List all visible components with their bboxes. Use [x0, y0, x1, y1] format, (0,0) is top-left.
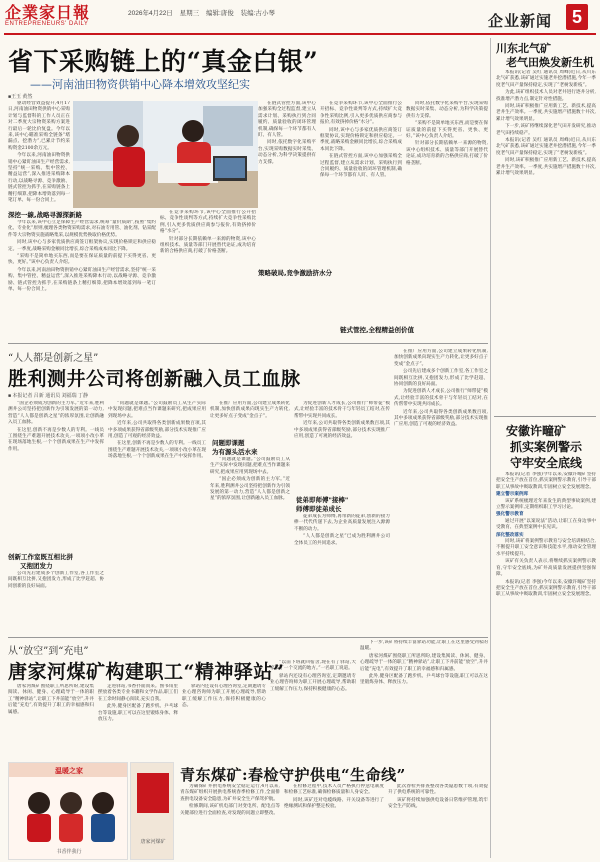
- sidebar-title2-line1: 安徽许疃矿: [506, 424, 567, 438]
- article2-subhead4a: 徒弟即师傅"接棒": [296, 496, 349, 504]
- article2-subhead4b: 师傅即徒弟成长: [296, 505, 342, 513]
- article1-photo: [73, 101, 258, 208]
- design-credit: 装编:古小琴: [240, 10, 275, 17]
- article1-subtitle: ——河南油田物资供销中心降本增效攻坚纪实: [30, 78, 250, 91]
- dateline: [128, 8, 280, 17]
- article2-subhead2: 问题即课题: [212, 439, 245, 447]
- article3-title: 唐家河煤矿构建职工“精神驿站”: [8, 661, 285, 683]
- article3-body-col3: 驿站内还设有心理咨询室,定期邀请专业心理咨询师为职工开展心理疏导,帮助职工缓解工作压力,保持积极健康的心态。: [182, 684, 266, 709]
- office-workers-image: [73, 101, 258, 208]
- article1-title: 省下采购链上的“真金白银”: [8, 47, 319, 76]
- sidebar-divider-h: [494, 416, 596, 417]
- article2-body-col1b: 公司先后建成多个创新工作室,各工作室之间既相互比拼,又抱团发力,形成了比学赶超、协同创新的良好局面。: [8, 571, 104, 589]
- issue-date: 2026年4月22日: [128, 10, 173, 17]
- article3-body-col5: 下一步,该矿将持续丰富驿站功能,让职工在这里感受到家的温暖。 唐家河煤矿围绕职工所思所盼,建设集阅读、休闲、健身、心理疏导于一体的职工“精神驿站”,让职工下井前能“放空”,升井后能“充电”,有效提升了职工的幸福感和归属感。 此外,健身区配备了跑步机、乒乓球台等设施,职工可以在这里锻炼身体、释放压力。: [360, 640, 488, 686]
- section-name: 企业新闻: [488, 12, 553, 30]
- poster-caption: 书香伴我行: [56, 849, 82, 855]
- article3-kicker: 从“放空”到“充电”: [8, 646, 89, 657]
- article1-body-col6: 同时,依托数字化采购平台,实现采购数据实时采集、动态分析,为科学决策提供有力支撑。 “采购不是简单地买东西,而是要在保证质量的前提下买得更省、更快、更好。”该中心负责人介绍。 针对部分长期依赖单一来源的物资,该中心组织技术、质量等部门开展替代论证,成功培育新的合格供应商,打破了价格垄断。: [406, 101, 488, 166]
- article2-body-col1: “国企必须成为创新的主力军。”近年来,胜利测井公司坚持把创新作为引领发展的第一动力,营造“人人都是创新之星”的浓厚氛围,让创新融入员工血脉。 在这里,创新不再是少数人的专利。一线员工围绕生产难题开展技术攻关,一项项小改小革在现场落地生根,一个个创新成果在生产中发挥作用。: [8, 401, 104, 452]
- article1-subhead3: 链式管控,全程精益创价值: [340, 326, 414, 334]
- article1-byline: ■王玉 黄然: [8, 94, 33, 100]
- reading-poster-image: [9, 763, 128, 860]
- editor-credit: 编辑:唐俊: [205, 10, 234, 17]
- sidebar-divider: [490, 38, 491, 858]
- sidebar-sub3: 深化整改落实: [496, 532, 524, 538]
- article4-body-col1: 为确保矿井供电系统安全稳定运行,4月以来,青东煤矿组织开展供电系统春季检修工作,全面排查供电设备安全隐患,为矿井安全生产保驾护航。 检修期间,该矿机电部门对变电所、配电点等关键部位进行全面检查,对发现的问题立即整改。: [180, 784, 280, 816]
- article2-body-col3a: 在推广应用方面,公司建立成果转化机制,加快创新成果向现实生产力转化,让更多好点子变成“金点子”。: [210, 401, 290, 419]
- article2-title: 胜利测井公司将创新融入员工血脉: [8, 368, 301, 390]
- article4-body-col2: 在检修过程中,技术人员严格执行停送电制度和检修工艺标准,确保检修质量和人身安全。 同时,该矿还对电缆线路、开关设备等进行了绝缘测试和保护整定校验。: [284, 784, 384, 810]
- article3-body-col4: “以前下班就回宿舍,现在有了驿站,大家多了一个交流的地方。”一名职工说道。 驿站内还设有心理咨询室,定期邀请专业心理咨询师为职工开展心理疏导,帮助职工缓解工作压力,保持积极健康的心态。: [270, 660, 356, 692]
- mine-sign-image: [131, 763, 174, 860]
- article4-body-col3: 此次春检共排查整改各类隐患数十项,有效提升了供电系统的可靠性。 该矿将持续加强供电设备日常维护管理,筑牢安全生产防线。: [388, 784, 488, 810]
- article2-body-col2: “问题就是课题。”公司鼓励员工从生产实际中发现问题,把难点当作课题来研究,把成果应用到现场中去。 近年来,公司共取得各类创新成果数百项,其中多项成果获得省部级奖励,部分技术实现推广应用,创造了可观的经济效益。 在这里,创新不再是少数人的专利。一线员工围绕生产难题开展技术攻关,一项项小改小革在现场落地生根,一个个创新成果在生产中发挥作用。: [108, 401, 206, 460]
- article4-title: 青东煤矿:春检守护供电“生命线”: [180, 766, 406, 784]
- sidebar-body1: 本报讯(记者 吴红 通讯员 周峰)近日,从川东北气矿获悉,该矿通过实施老井挖潜措施,今年一季度老气田产量保持稳定,实现了“老树发新枝”。 为此,该矿组织技术人员对老井进行逐井分析,找准增产潜力点,制定针对性措施。 同时,该矿积极推广应用新工艺、新技术,提高老井生产效率。一季度,共实施增产措施数十井次,累计增气效果明显。 下一步,该矿将继续深化老气田开发研究,推动老气田持续稳产。 本报讯(记者 吴红 通讯员 周峰)近日,从川东北气矿获悉,该矿通过实施老井挖潜措施,今年一季度老气田产量保持稳定,实现了“老树发新枝”。 同时,该矿积极推广应用新工艺、新技术,提高老井生产效率。一季度,共实施增产措施数十井次,累计增气效果明显。: [496, 70, 596, 177]
- issue-weekday: 星期三: [179, 10, 200, 17]
- logo-english: ENTREPRENEURS' DAILY: [5, 21, 89, 27]
- article1-body-col3: 在竞争采购环节,该中心全面推行公开招标、竞争性谈判等方式,持续扩大竞争性采购比例,引入更多优质供应商参与报价,有效挤掉价格“水分”。 针对部分长期依赖单一来源的物资,该中心组织技术、质量等部门开展替代论证,成功培育新的合格供应商,打破了价格垄断。: [160, 210, 256, 255]
- article2-subhead1-b: 又抱团发力: [20, 562, 53, 570]
- sidebar-title1-line1: 川东北气矿: [496, 42, 551, 55]
- article2-body-col4b: 徒弟成长为师傅,再带新的徒弟,创新的接力棒一代代传递下去,为企业高质量发展注入源源不断的动力。 “人人都是创新之星”已成为胜利测井公司全体员工的共同追求。: [294, 514, 390, 546]
- article1-body-col2: 今年以来,该中心立足保障生产经营需求,统筹“量价质期”,按照“集约化、专业化”原则,梳理各类物资采购需求,对石油专用管、油化剂、钻采配件等大宗物资实施战略集采,以规模优势换取价格优势。 同时,该中心与多家优质供应商签订框架协议,实现价格锁定和供应稳定。一季度,战略采购金额同比增长,综合采购成本同比下降。 “采购不是简单地买东西,而是要在保证质量的前提下买得更省、更快、更好。”该中心负责人介绍。 今年以来,河南油田物资供销中心紧盯油田生产经营需求,坚持“统一采购、集中管控、精益运营”,深入推进采购降本行动,以战略寻源、竞争激励、链式管控为抓手,在采购链条上精打细算,把降本增效落到每一笔订单、每一份合同上。: [8, 220, 156, 293]
- page-number-badge: 5: [566, 4, 588, 30]
- sidebar-body2: 本报讯(记者 李强)今年以来,安徽许疃矿坚持把安全生产放在首位,抓实案例警示教育,引导干部职工从事故中吸取教训,牢固树立安全发展理念。 建立警示案例库 该矿系统梳理近年来发生的典型事故案例,建立警示案例库,定期组织职工学习讨论。 强化警示教育 通过开展“以案说法”活动,让职工在身边事中受教育、在典型案例中长见识。 深化整改落实 同时,该矿将案例警示教育与安全培训相结合,不断提升职工安全意识和技能水平,推动安全管理水平持续提升。 该矿有关负责人表示,将继续抓实案例警示教育,守牢安全底线,为矿井高质量发展提供坚强保障。 本报讯(记者 李强)今年以来,安徽许疃矿坚持把安全生产放在首位,抓实案例警示教育,引导干部职工从事故中吸取教训,牢固树立安全发展理念。: [496, 472, 596, 598]
- article3-body-col2: 走进驿站,书香扑面而来。图书角里摆放着各类专业书籍和文学作品,职工们在工余时间静心阅读,充实自我。 此外,健身区配备了跑步机、乒乓球台等设施,职工可以在这里锻炼身体、释放压力。: [98, 684, 178, 723]
- newspaper-logo: [5, 4, 125, 28]
- sidebar-sub2: 强化警示教育: [496, 512, 524, 518]
- masthead: [0, 0, 600, 34]
- article3-body-col1: 唐家河煤矿围绕职工所思所盼,建设集阅读、休闲、健身、心理疏导于一体的职工“精神驿站”,让职工下井前能“放空”,升井后能“充电”,有效提升了职工的幸福感和归属感。: [8, 684, 94, 715]
- article3-poster: [8, 762, 128, 860]
- poster-title: 温暖之家: [55, 767, 83, 775]
- article1-subhead1: 深挖一線,战略寻源探新路: [8, 211, 82, 219]
- sidebar-title2-line3: 守牢安全底线: [510, 456, 583, 470]
- sidebar-sub1: 建立警示案例库: [496, 492, 529, 498]
- article2-kicker: “人人都是创新之星”: [8, 353, 99, 364]
- article3-small-poster: [130, 762, 174, 860]
- poster-sign: 唐家河煤矿: [140, 839, 166, 845]
- article2-byline: ■ 本报记者 吕新 通讯员 刘福瑞 丁静: [8, 393, 88, 399]
- sidebar-title1-line2: 老气田焕发新生机: [506, 56, 594, 69]
- article2-subhead1-a: 创新工作室既互相比拼: [8, 553, 73, 561]
- article-divider-2: [8, 637, 488, 638]
- logo-chinese: 企業家日報: [5, 3, 91, 22]
- article1-body-col4b: [258, 278, 316, 340]
- article2-body-col4: 为促进创新人才成长,公司推行“师带徒”模式,让经验丰富的技术骨干与年轻员工结对,在传帮带中实现共同成长。 近年来,公司共取得各类创新成果数百项,其中多项成果获得省部级奖励,部分技术实现推广应用,创造了可观的经济效益。: [294, 401, 390, 440]
- article2-body-col5: 在推广应用方面,公司建立成果转化机制,加快创新成果向现实生产力转化,让更多好点子变成“金点子”。 公司先后建成多个创新工作室,各工作室之间既相互比拼,又抱团发力,形成了比学赶超、协同创新的良好局面。 为促进创新人才成长,公司推行“师带徒”模式,让经验丰富的技术骨干与年轻员工结对,在传帮带中实现共同成长。 近年来,公司共取得各类创新成果数百项,其中多项成果获得省部级奖励,部分技术实现推广应用,创造了可观的经济效益。: [394, 349, 488, 428]
- article1-subhead2: 策略破局,竞争激励挤水分: [258, 269, 332, 277]
- sidebar-title2-line2: 抓实案例警示: [510, 440, 583, 454]
- article1-body-col4: 在链式管控方面,该中心加强采购全过程监督,建立从需求计划、采购执行到合同履约、质量验收的闭环管理机制,确保每一个环节都有人盯、有人管。 同时,依托数字化采购平台,实现采购数据实时采集、动态分析,为科学决策提供有力支撑。: [258, 101, 316, 165]
- article2-subhead2b: 为有源头活水来: [212, 448, 258, 456]
- article1-body-col1: 驱动经营效益提升,4月17日,河南油田物资供销中心采购计划与监督科的工作人员正在对二季度大宗物资采购方案进行最后一轮比价复盘。今年以来,该中心瞄准采购全链条“堵漏点、挖潜力”,已累计节约采购资金2100余万元。 今年以来,河南油田物资供销中心紧盯油田生产经营需求,坚持“统一采购、集中管控、精益运营”,深入推进采购降本行动,以战略寻源、竞争激励、链式管控为抓手,在采购链条上精打细算,把降本增效落到每一笔订单、每一份合同上。: [8, 101, 70, 204]
- article2-body-col3: “问题就是课题。”公司鼓励员工从生产实际中发现问题,把难点当作课题来研究,把成果应用到现场中去。 “国企必须成为创新的主力军。”近年来,胜利测井公司坚持把创新作为引领发展的第一动力,营造“人人都是创新之星”的浓厚氛围,让创新融入员工血脉。: [210, 457, 290, 502]
- article-divider-1: [8, 343, 488, 344]
- masthead-rule: [4, 33, 596, 35]
- article1-body-col5: 在竞争采购环节,该中心全面推行公开招标、竞争性谈判等方式,持续扩大竞争性采购比例,引入更多优质供应商参与报价,有效挤掉价格“水分”。 同时,该中心与多家优质供应商签订框架协议,实现价格锁定和供应稳定。一季度,战略采购金额同比增长,综合采购成本同比下降。 在链式管控方面,该中心加强采购全过程监督,建立从需求计划、采购执行到合同履约、质量验收的闭环管理机制,确保每一个环节都有人盯、有人管。: [320, 101, 402, 179]
